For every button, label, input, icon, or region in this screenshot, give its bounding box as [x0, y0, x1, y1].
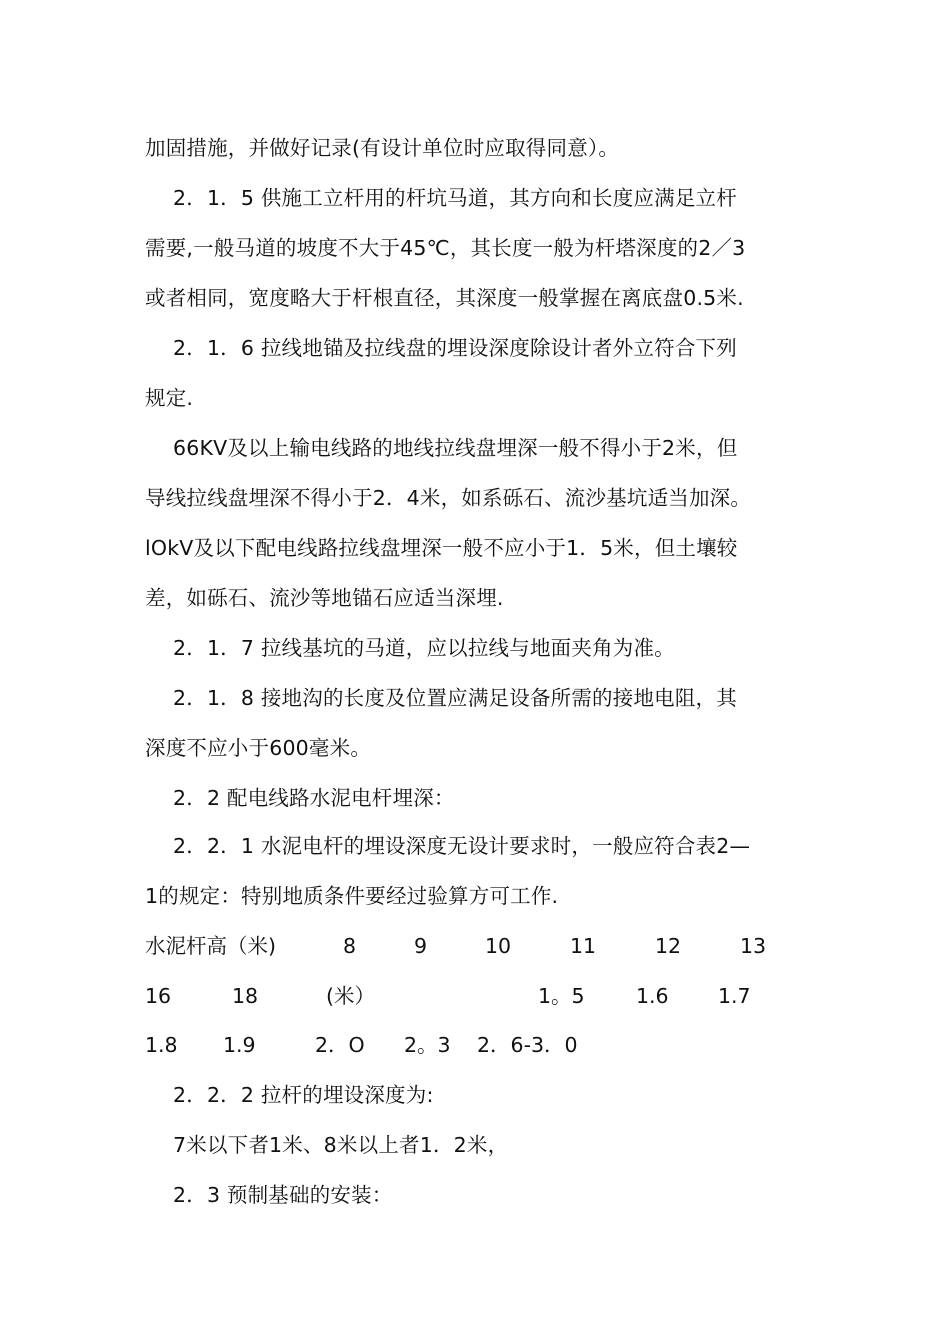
clause-2-1-7: 2．1．7 拉线基坑的马道，应以拉线与地面夹角为准。: [173, 636, 675, 660]
text-line: 或者相同，宽度略大于杆根直径，其深度一般掌握在离底盘0.5米.: [145, 286, 744, 310]
text-line: 7米以下者1米、8米以上者1．2米，: [173, 1133, 509, 1157]
table-cell: 10: [485, 934, 512, 958]
text-line: 加固措施，并做好记录(有设计单位时应取得同意）。: [145, 136, 620, 160]
table-cell: 18: [232, 984, 259, 1008]
text-line: 规定.: [145, 386, 194, 410]
table-cell: 2．O: [315, 1033, 365, 1057]
table-cell: 1.9: [223, 1033, 256, 1057]
table-cell: 1.7: [718, 984, 751, 1008]
table-cell: 1。5: [538, 984, 585, 1008]
table-cell: 12: [655, 934, 682, 958]
text-line: 1的规定：特别地质条件要经过验算方可工作.: [145, 884, 559, 908]
section-2-3-heading: 2．3 预制基础的安装：: [173, 1183, 393, 1207]
clause-2-1-8: 2．1．8 接地沟的长度及位置应满足设备所需的接地电阻，其: [173, 686, 737, 710]
text-line: 差，如砾石、流沙等地锚石应适当深埋.: [145, 586, 504, 610]
table-cell: 16: [145, 984, 172, 1008]
table-cell: (米）: [326, 984, 375, 1008]
clause-2-1-6: 2．1．6 拉线地锚及拉线盘的埋设深度除设计者外立符合下列: [173, 336, 737, 360]
table-cell: 水泥杆高（米): [145, 934, 276, 958]
text-line: 导线拉线盘埋深不得小于2．4米，如系砾石、流沙基坑适当加深。: [145, 486, 752, 510]
clause-2-2-1: 2．2．1 水泥电杆的埋设深度无设计要求时，一般应符合表2—: [173, 834, 751, 858]
table-cell: 8: [343, 934, 357, 958]
table-cell: 1.6: [636, 984, 669, 1008]
table-cell: 2。3: [404, 1033, 451, 1057]
text-line: lOkV及以下配电线路拉线盘埋深一般不应小于1．5米，但土壤较: [145, 536, 738, 560]
table-cell: 2．6-3．0: [477, 1033, 578, 1057]
clause-2-2-2: 2．2．2 拉杆的埋设深度为:: [173, 1083, 434, 1107]
table-cell: 1.8: [145, 1033, 178, 1057]
table-cell: 13: [740, 934, 767, 958]
text-line: 需要,一般马道的坡度不大于45℃，其长度一般为杆塔深度的2／3: [145, 236, 746, 260]
table-cell: 9: [414, 934, 428, 958]
section-2-2-heading: 2．2 配电线路水泥电杆埋深：: [173, 786, 455, 810]
text-line: 66KV及以上输电线路的地线拉线盘埋深一般不得小于2米，但: [173, 436, 738, 460]
clause-2-1-5: 2．1．5 供施工立杆用的杆坑马道，其方向和长度应满足立杆: [173, 186, 737, 210]
table-cell: 11: [570, 934, 597, 958]
text-line: 深度不应小于600毫米。: [145, 736, 372, 760]
